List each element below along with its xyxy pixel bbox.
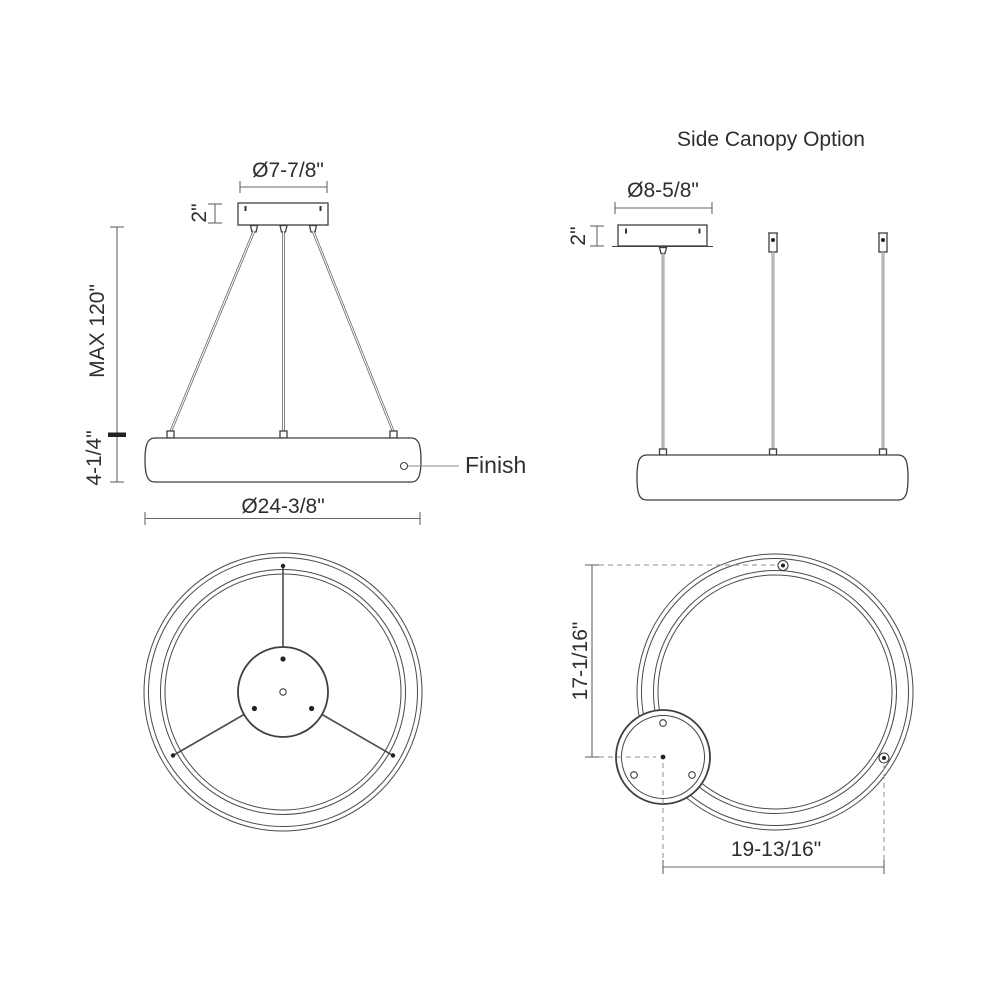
center-hole-icon <box>280 689 286 695</box>
cable-mount-tab <box>280 431 287 438</box>
finish-point-icon <box>401 463 408 470</box>
anchor-dot-icon <box>771 238 775 242</box>
spoke <box>322 715 393 756</box>
canopy-diameter-dimension <box>240 159 327 193</box>
fixture-height-label: 4-1/4" <box>83 430 106 486</box>
side-suspension-cables <box>663 252 883 449</box>
screw-icon <box>245 206 247 211</box>
suspension-height-dimension <box>83 227 126 486</box>
cable-highlight <box>313 231 394 432</box>
canopy-diameter-label: Ø7-7/8" <box>252 159 324 182</box>
plan-view-side-canopy <box>569 554 913 874</box>
side-canopy-height-dimension <box>567 226 604 246</box>
canopy-height-label: 2" <box>188 203 211 223</box>
ceiling-canopy <box>238 203 328 232</box>
screw-icon <box>320 206 322 211</box>
side-canopy-elevation-view <box>567 128 908 500</box>
vertical-offset-label: 17-1/16" <box>569 621 592 701</box>
ring-anchor-dot-icon <box>781 564 785 568</box>
cable-point-dot-icon <box>280 656 285 661</box>
cable-mount-tab <box>660 449 667 455</box>
view-title: Side Canopy Option <box>677 128 865 151</box>
spoke <box>173 715 244 756</box>
fixture-body <box>145 431 421 482</box>
side-canopy-height-label: 2" <box>567 226 590 246</box>
canopy-body <box>618 225 707 246</box>
screw-icon <box>625 229 627 234</box>
cable-mount-tab <box>167 431 174 438</box>
front-elevation-view <box>83 159 526 525</box>
spoke-anchor-dot-icon <box>281 564 285 568</box>
finish-label: Finish <box>465 452 527 478</box>
side-ceiling-canopy <box>612 225 713 254</box>
canopy-hole-icon <box>660 720 667 727</box>
dimension-tick-bold <box>108 433 126 438</box>
side-fixture-body <box>637 449 908 500</box>
canopy-center-dot-icon <box>661 755 666 760</box>
cable-gripper <box>660 248 667 254</box>
spoke-anchor-dot-icon <box>391 753 395 757</box>
canopy-hole-icon <box>689 772 696 779</box>
fixture-diameter-dimension <box>145 495 420 525</box>
cable-point-dot-icon <box>309 706 314 711</box>
plan-view-center-canopy <box>144 553 422 831</box>
ring-anchor-dot-icon <box>882 756 886 760</box>
fixture-diameter-label: Ø24-3/8" <box>241 495 325 518</box>
screw-icon <box>699 229 701 234</box>
canopy-height-dimension <box>188 203 222 223</box>
ring-profile <box>637 455 908 500</box>
anchor-body <box>879 233 887 252</box>
canopy-hole-icon <box>631 772 638 779</box>
max-suspension-label: MAX 120" <box>86 284 109 378</box>
cable-mount-tab <box>770 449 777 455</box>
cable-highlight <box>171 231 255 432</box>
horizontal-offset-label: 19-13/16" <box>730 838 822 861</box>
cable-point-dot-icon <box>252 706 257 711</box>
side-canopy-diameter-label: Ø8-5/8" <box>627 179 699 202</box>
suspension-cables <box>171 231 394 432</box>
side-canopy-diameter-dimension <box>615 179 712 214</box>
ring-profile <box>145 438 421 482</box>
anchor-body <box>769 233 777 252</box>
canopy-body <box>238 203 328 225</box>
cable-mount-tab <box>390 431 397 438</box>
anchor-dot-icon <box>881 238 885 242</box>
ceiling-anchors <box>768 233 888 252</box>
spoke-anchor-dot-icon <box>171 753 175 757</box>
cable-mount-tab <box>880 449 887 455</box>
